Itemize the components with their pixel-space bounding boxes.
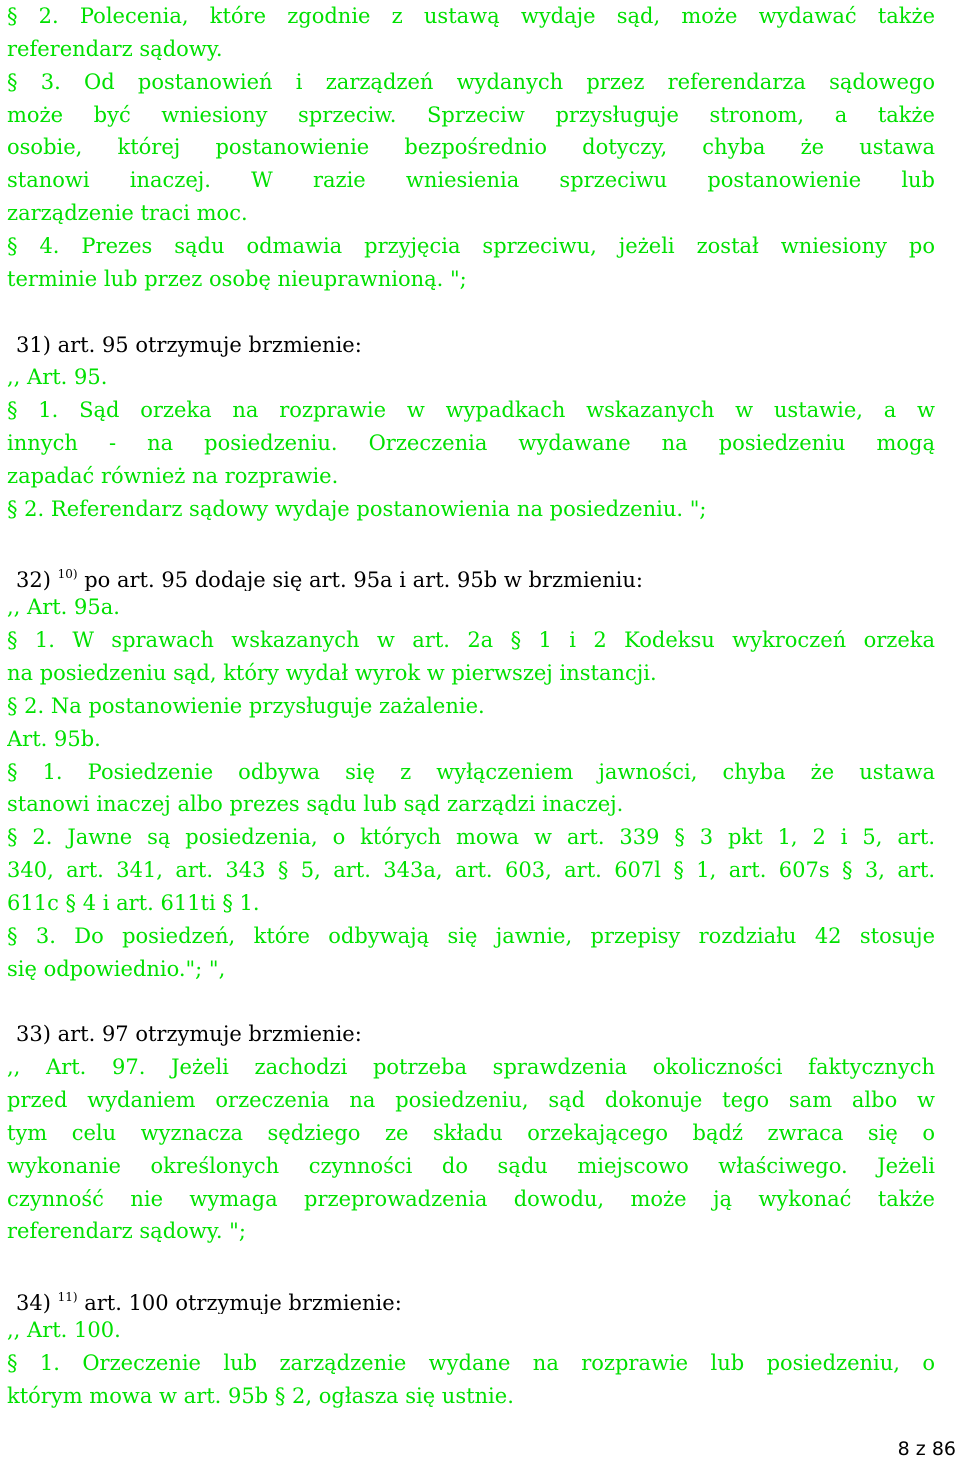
item-number: 34) (16, 1291, 58, 1315)
text-line: § 1. Posiedzenie odbywa się z wyłączeniem jawności, chyba że ustawa (7, 759, 935, 784)
text-line: referendarz sądowy. "; (7, 1219, 246, 1244)
text-line: terminie lub przez osobę nieuprawnioną. "; (7, 266, 467, 291)
blank-line (7, 986, 935, 1019)
footnote-ref: 10) (57, 567, 78, 582)
text-line: § 3. Do posiedzeń, które odbywają się jawnie, przepisy rozdziału 42 stosuje (7, 923, 935, 948)
text-line: 340, art. 341, art. 343 § 5, art. 343a, art. 603, art. 607l § 1, art. 607s § 3, art. (7, 858, 935, 883)
page-number: 8 z 86 (897, 1438, 956, 1460)
text-line: § 1. W sprawach wskazanych w art. 2a § 1 i 2 Kodeksu wykroczeń orzeka (7, 628, 935, 653)
text-line: innych - na posiedzeniu. Orzeczenia wydawane na posiedzeniu mogą (7, 431, 935, 456)
text-line: przed wydaniem orzeczenia na posiedzeniu, sąd dokonuje tego sam albo w (7, 1088, 935, 1113)
text-line: czynność nie wymaga przeprowadzenia dowodu, może ją wykonać także (7, 1186, 935, 1211)
text-line: stanowi inaczej. W razie wniesienia sprzeciwu postanowienie lub (7, 168, 935, 193)
blank-line (7, 526, 935, 559)
text-line: się odpowiednio."; ", (7, 956, 226, 981)
text-line: 31) art. 95 otrzymuje brzmienie: (16, 332, 362, 357)
text-line: § 1. Sąd orzeka na rozprawie w wypadkach wskazanych w ustawie, a w (7, 398, 935, 423)
blank-line (7, 1248, 935, 1281)
text-line: którym mowa w art. 95b § 2, ogłasza się ustnie. (7, 1383, 514, 1408)
text-line: stanowi inaczej albo prezes sądu lub sąd zarządzi inaczej. (7, 792, 624, 817)
text-line: § 2. Jawne są posiedzenia, o których mowa w art. 339 § 3 pkt 1, 2 i 5, art. (7, 825, 935, 850)
text-line: zapadać również na rozprawie. (7, 463, 339, 488)
footnote-ref: 11) (57, 1290, 78, 1305)
blank-line (7, 296, 935, 329)
text-line: wykonanie określonych czynności do sądu miejscowo właściwego. Jeżeli (7, 1153, 935, 1178)
text-line: na posiedzeniu sąd, który wydał wyrok w pierwszej instancji. (7, 661, 657, 685)
text-line: ,, Art. 97. Jeżeli zachodzi potrzeba sprawdzenia okoliczności faktycznych (7, 1055, 935, 1080)
text-line: § 2. Na postanowienie przysługuje zażalenie. (7, 693, 485, 718)
text-line: § 3. Od postanowień i zarządzeń wydanych przez referendarza sądowego (7, 69, 935, 94)
item-number: 32) (16, 568, 58, 592)
text-line: Art. 95b. (7, 726, 101, 751)
text-line (16, 1281, 944, 1314)
text-line: osobie, której postanowienie bezpośrednio dotyczy, chyba że ustawa (7, 135, 935, 160)
text-line: ,, Art. 100. (7, 1318, 121, 1342)
text-line: ,, Art. 95. (7, 365, 108, 390)
text-line: może być wniesiony sprzeciw. Sprzeciw przysługuje stronom, a także (7, 102, 935, 127)
item-text: art. 100 otrzymuje brzmienie: (77, 1291, 402, 1315)
text-line: 33) art. 97 otrzymuje brzmienie: (16, 1022, 362, 1047)
text-line: § 1. Orzeczenie lub zarządzenie wydane na rozprawie lub posiedzeniu, o (7, 1350, 935, 1375)
text-line: 611c § 4 i art. 611ti § 1. (7, 890, 260, 915)
text-line: zarządzenie traci moc. (7, 201, 248, 226)
text-line: tym celu wyznacza sędziego ze składu orzekającego bądź zwraca się o (7, 1120, 935, 1145)
text-line: § 2. Referendarz sądowy wydaje postanowienia na posiedzeniu. "; (7, 496, 707, 521)
text-line: referendarz sądowy. (7, 36, 223, 61)
text-line: ,, Art. 95a. (7, 595, 120, 620)
item-text: po art. 95 dodaje się art. 95a i art. 95b w brzmieniu: (77, 568, 643, 592)
text-line: § 2. Polecenia, które zgodnie z ustawą wydaje sąd, może wydawać także (7, 4, 935, 28)
text-line: § 4. Prezes sądu odmawia przyjęcia sprzeciwu, jeżeli został wniesiony po (7, 233, 935, 258)
text-line (16, 558, 944, 591)
